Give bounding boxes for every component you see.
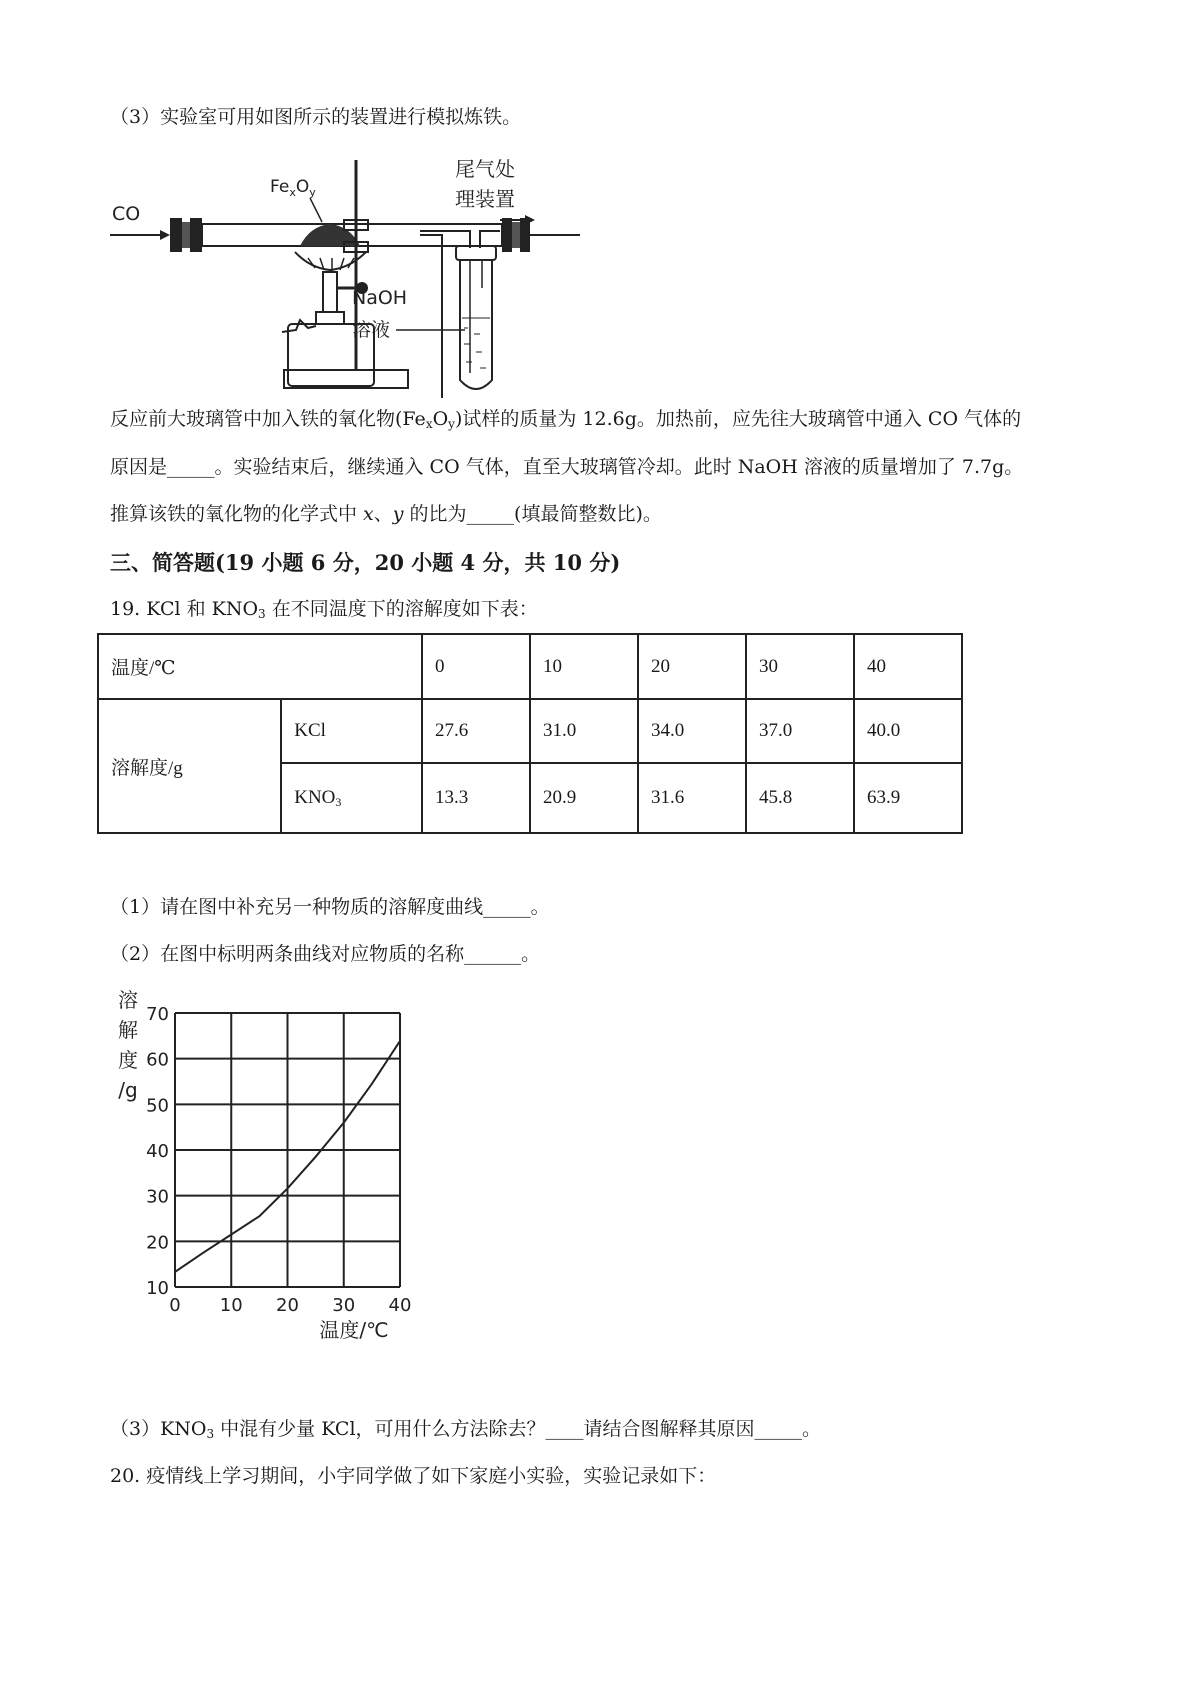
y-tick-label: 60: [146, 1049, 169, 1071]
x-tick-label: 40: [388, 1295, 412, 1316]
temp-cell: 20: [638, 634, 746, 699]
exhaust-treatment-diagram: [352, 148, 610, 388]
substance-cell: KCl: [281, 699, 422, 763]
chart-grid: [175, 1013, 400, 1287]
section-heading: 三、简答题(19 小题 6 分，20 小题 4 分，共 10 分): [110, 550, 621, 575]
q19-intro: 19. KCl 和 $KNO_3$ 在不同温度下的溶解度如下表：: [110, 598, 538, 621]
co-label: CO: [112, 203, 141, 225]
x-tick-label: 10: [219, 1295, 243, 1316]
table-row: [98, 699, 962, 763]
paragraph-line-3: 推算该铁的氧化物的化学式中 x、y 的比为_____(填最简整数比)。: [110, 503, 662, 525]
y-axis-label-char: 溶: [118, 988, 138, 1012]
exhaust-arrow-head: [525, 215, 535, 225]
y-tick-label: 20: [146, 1232, 169, 1254]
table-header-row: [98, 634, 962, 699]
q20-intro: 20. 疫情线上学习期间，小宇同学做了如下家庭小实验，实验记录如下：: [110, 1465, 717, 1487]
temp-header-cell: 温度/℃: [98, 634, 422, 699]
paragraph-line-1: 反应前大玻璃管中加入铁的氧化物$(Fe_xO_y)$试样的质量为 12.6g。加热前，应先往大玻璃管中通入 CO 气体的: [110, 408, 1022, 431]
y-tick-label: 50: [146, 1095, 169, 1117]
q19-sub1: （1）请在图中补充另一种物质的溶解度曲线_____。: [110, 896, 550, 918]
question-text: （3）实验室可用如图所示的装置进行模拟炼铁。: [110, 106, 522, 128]
x-tick-label: 20: [276, 1295, 299, 1316]
left-stopper: [170, 218, 182, 252]
temp-cell: 40: [854, 634, 962, 699]
test-tube: [460, 260, 492, 389]
co-arrow-head: [160, 230, 170, 240]
y-axis-label-char: /g: [118, 1078, 138, 1102]
substance-cell: $KNO_3$: [281, 763, 422, 833]
q19-sub2: （2）在图中标明两条曲线对应物质的名称______。: [110, 943, 541, 965]
value-cell: 37.0: [746, 699, 854, 763]
q19-sub3: $(3)KNO_3$ 中混有少量 KCl，可用什么方法除去？____请结合图解释其原因_____。: [110, 1418, 822, 1441]
solubility-chart: [110, 985, 440, 1345]
exhaust-label-2: 理装置: [455, 187, 515, 211]
y-axis-label: [118, 988, 138, 1102]
naoh-label: NaOH: [352, 287, 408, 309]
value-cell: 31.6: [638, 763, 746, 833]
oxide-label: $Fe_xO_y$: [270, 177, 316, 199]
value-cell: 27.6: [422, 699, 530, 763]
temp-cell: 30: [746, 634, 854, 699]
solution-label: 溶液: [352, 319, 391, 341]
value-cell: 45.8: [746, 763, 854, 833]
y-axis-label-char: 解: [118, 1018, 138, 1042]
y-tick-label: 70: [146, 1004, 169, 1025]
y-tick-label: 10: [146, 1278, 169, 1299]
paragraph-line-2: 原因是_____。实验结束后，继续通入 CO 气体，直至大玻璃管冷却。此时 NaOH 溶液的质量增加了 7.7g。: [110, 456, 1024, 478]
temp-cell: 10: [530, 634, 638, 699]
value-cell: 20.9: [530, 763, 638, 833]
test-tube-stopper: [456, 246, 496, 260]
value-cell: 40.0: [854, 699, 962, 763]
y-tick-labels: [146, 1004, 169, 1299]
y-tick-label: 40: [146, 1141, 169, 1162]
value-cell: 63.9: [854, 763, 962, 833]
solubility-label-cell: 溶解度/g: [98, 699, 281, 833]
x-tick-labels: [169, 1295, 411, 1316]
exhaust-label-1: 尾气处: [455, 157, 515, 181]
x-tick-label: 0: [169, 1295, 181, 1316]
y-axis-label-char: 度: [118, 1048, 138, 1072]
temp-cell: 0: [422, 634, 530, 699]
value-cell: 13.3: [422, 763, 530, 833]
y-tick-label: 30: [146, 1186, 169, 1208]
burner-tube: [323, 272, 337, 312]
x-axis-label: 温度/℃: [319, 1318, 389, 1342]
solubility-table: [97, 633, 963, 834]
x-tick-label: 30: [332, 1295, 356, 1316]
value-cell: 31.0: [530, 699, 638, 763]
value-cell: 34.0: [638, 699, 746, 763]
